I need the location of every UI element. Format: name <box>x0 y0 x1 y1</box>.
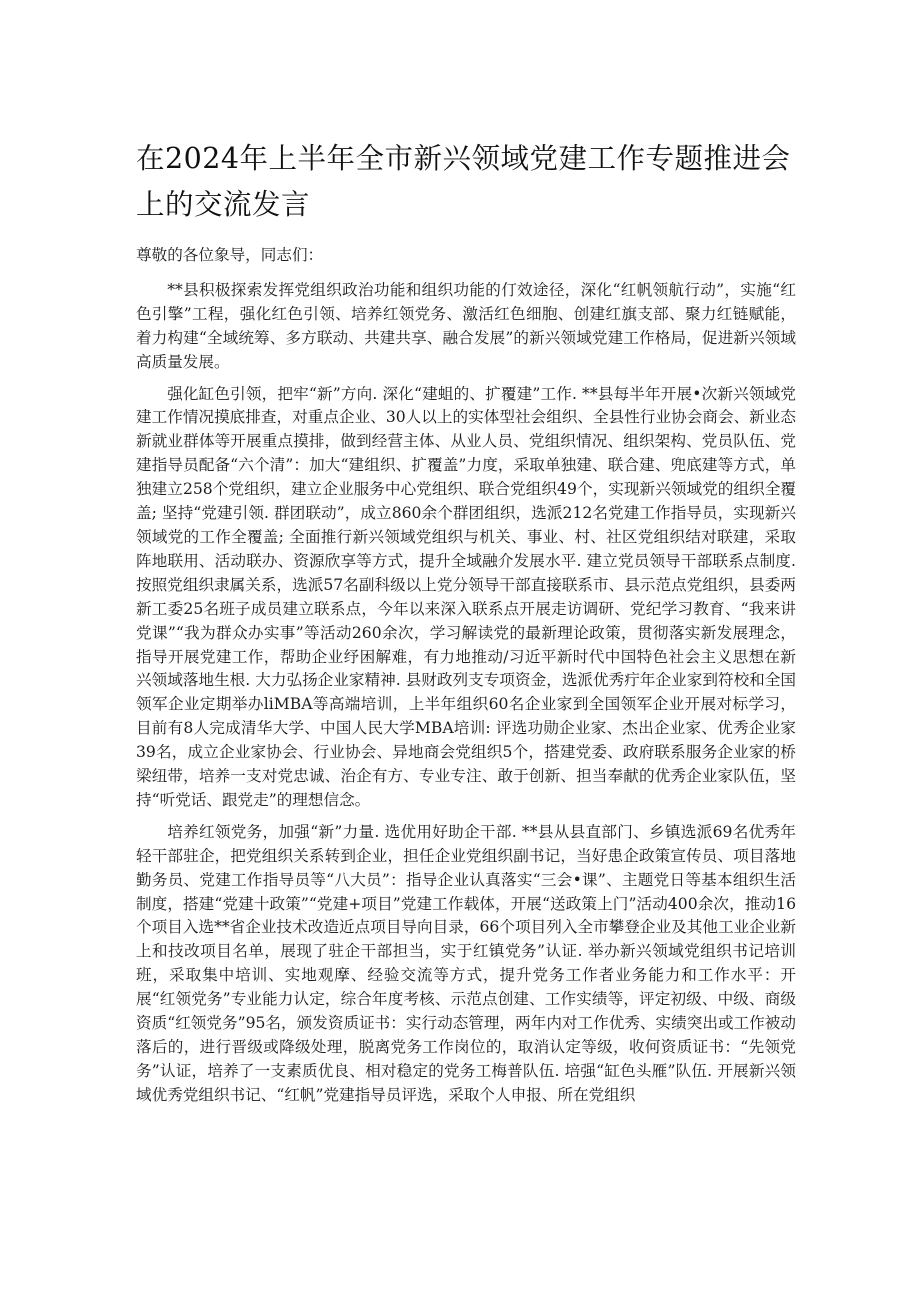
document-title: 在2024年上半年全市新兴领域党建工作专题推进会上的交流发言 <box>136 142 791 221</box>
document-body <box>136 244 796 1116</box>
paragraph-intro: **县积极探索发挥党组织政治功能和组织功能的仃效途径，深化“红帆领航行动”，实施“红色引擎”工程，强化红色引领、培养红领党务、激活红色细胞、创建红旗支部、聚力红链赋能，着力构建“全域统筹、多方联动、共建共享、融合发展”的新兴领域党建工作格局，促进新兴领域高质量发展。 <box>136 280 796 371</box>
paragraph-red-party-affairs: 培养红领党务，加强“新”力量. 选优用好助企干部. **县从县直部门、乡镇选派69名优秀年轻干部驻企，把党组织关系转到企业，担任企业党组织副书记，当好患企政策宣传员、项目落地勤务员、党建工作指导员等“八大员”：指导企业认真落实“三会•课”、主题党日等基本组织生活制度，搭建“党建十政策”“党建+项目”党建工作载体，开展“送政策上门”活动400余次，推动16个项目入选**省企业技术改造近点项目导向目录，66个项目列入全市攀登企业及其他工业企业新上和技改项目名单，展现了驻企干部担当，实于红镇党务”认证. 举办新兴领域党组织书记培训班，采取集中培训、实地观摩、经验交流等方式，提升党务工作者业务能力和工作水平：开展“红领党务”专业能力认定，综合年度考核、示范点创建、工作实绩等，评定初级、中级、商级资质“红领党务”95名，颁发资质证书：实行动态管理，两年内对工作优秀、实绩突出或工作被动落后的，进行晋级或降级处理，脱离党务工作岗位的，取消认定等级，收何资质证书：“先领党务”认证，培养了一支素质优良、相对稳定的党务工梅普队伍. 培强“缸色头雁”队伍. 开展新兴领域优秀党组织书记、“红帆”党建指导员评选，采取个人申报、所在党组织 <box>136 822 796 1104</box>
salutation: 尊敬的各位象导，同志们： <box>136 246 324 264</box>
paragraph-red-guidance: 强化缸色引领，把牢“新”方向. 深化“建蛆的、扩覆建”工作. **县每半年开展•次新兴领域党建工作情况摸底排查，对重点企业、30人以上的实体型社会组织、全县性行业协会商会、新业态新就业群体等开展重点摸排，做到经营主体、从业人员、党组织情况、组织架构、党员队伍、党建指导员配备“六个清”：加大“建组织、扩覆盖”力度，采取单独建、联合建、兜底建等方式，单独建立258个党组织，建立企业服务中心党组织、联合党组织49个，实现新兴领域党的组织全覆盖; 坚持“党建引领. 群团联动”，成立860余个群团组织，选派212名党建工作指导员，实现新兴领域党的工作全覆盖; 全面推行新兴领域党组织与机关、事业、村、社区党组织结对联建，采取阵地联用、活动联办、资源欣享等方式，提升全域融介发展水平. 建立党员领导干部联系点制度. 按照党组织隶属关系，选派57名副科级以上党分领导干部直接联系市、县示范点党组织，县委两新工委25名班子成员建立联系点，今年以来深入联系点开展走访调研、党纪学习教育、“我来讲党课”“我为群众办实事”等活动260余次，学习解读党的最新理论政策，贯彻落实新发展理念，指导开展党建工作，帮助企业纾困解难，有力地推动/习近平新时代中国特色社会主义思想在新兴领域落地生根. 大力弘扬企业家精神. 县财政列支专项资金，选派优秀疔年企业家到符校和全国领军企业定期举办liMBA等高端培训，上半年组织60名企业家到全国领军企业开展对标学习，目前有8人完成清华大学、中国人民大学MBA培训: 评选功勋企业家、杰出企业家、优秀企业家39名，成立企业家协会、行业协会、异地商会党组织5个，搭建党委、政府联系服务企业家的桥梁纽带，培养一支对党忠诚、治企有方、专业专注、敢于创新、担当奉献的优秀企业家队伍，坚持“听党话、跟党走”的理想信念。 <box>136 384 796 809</box>
